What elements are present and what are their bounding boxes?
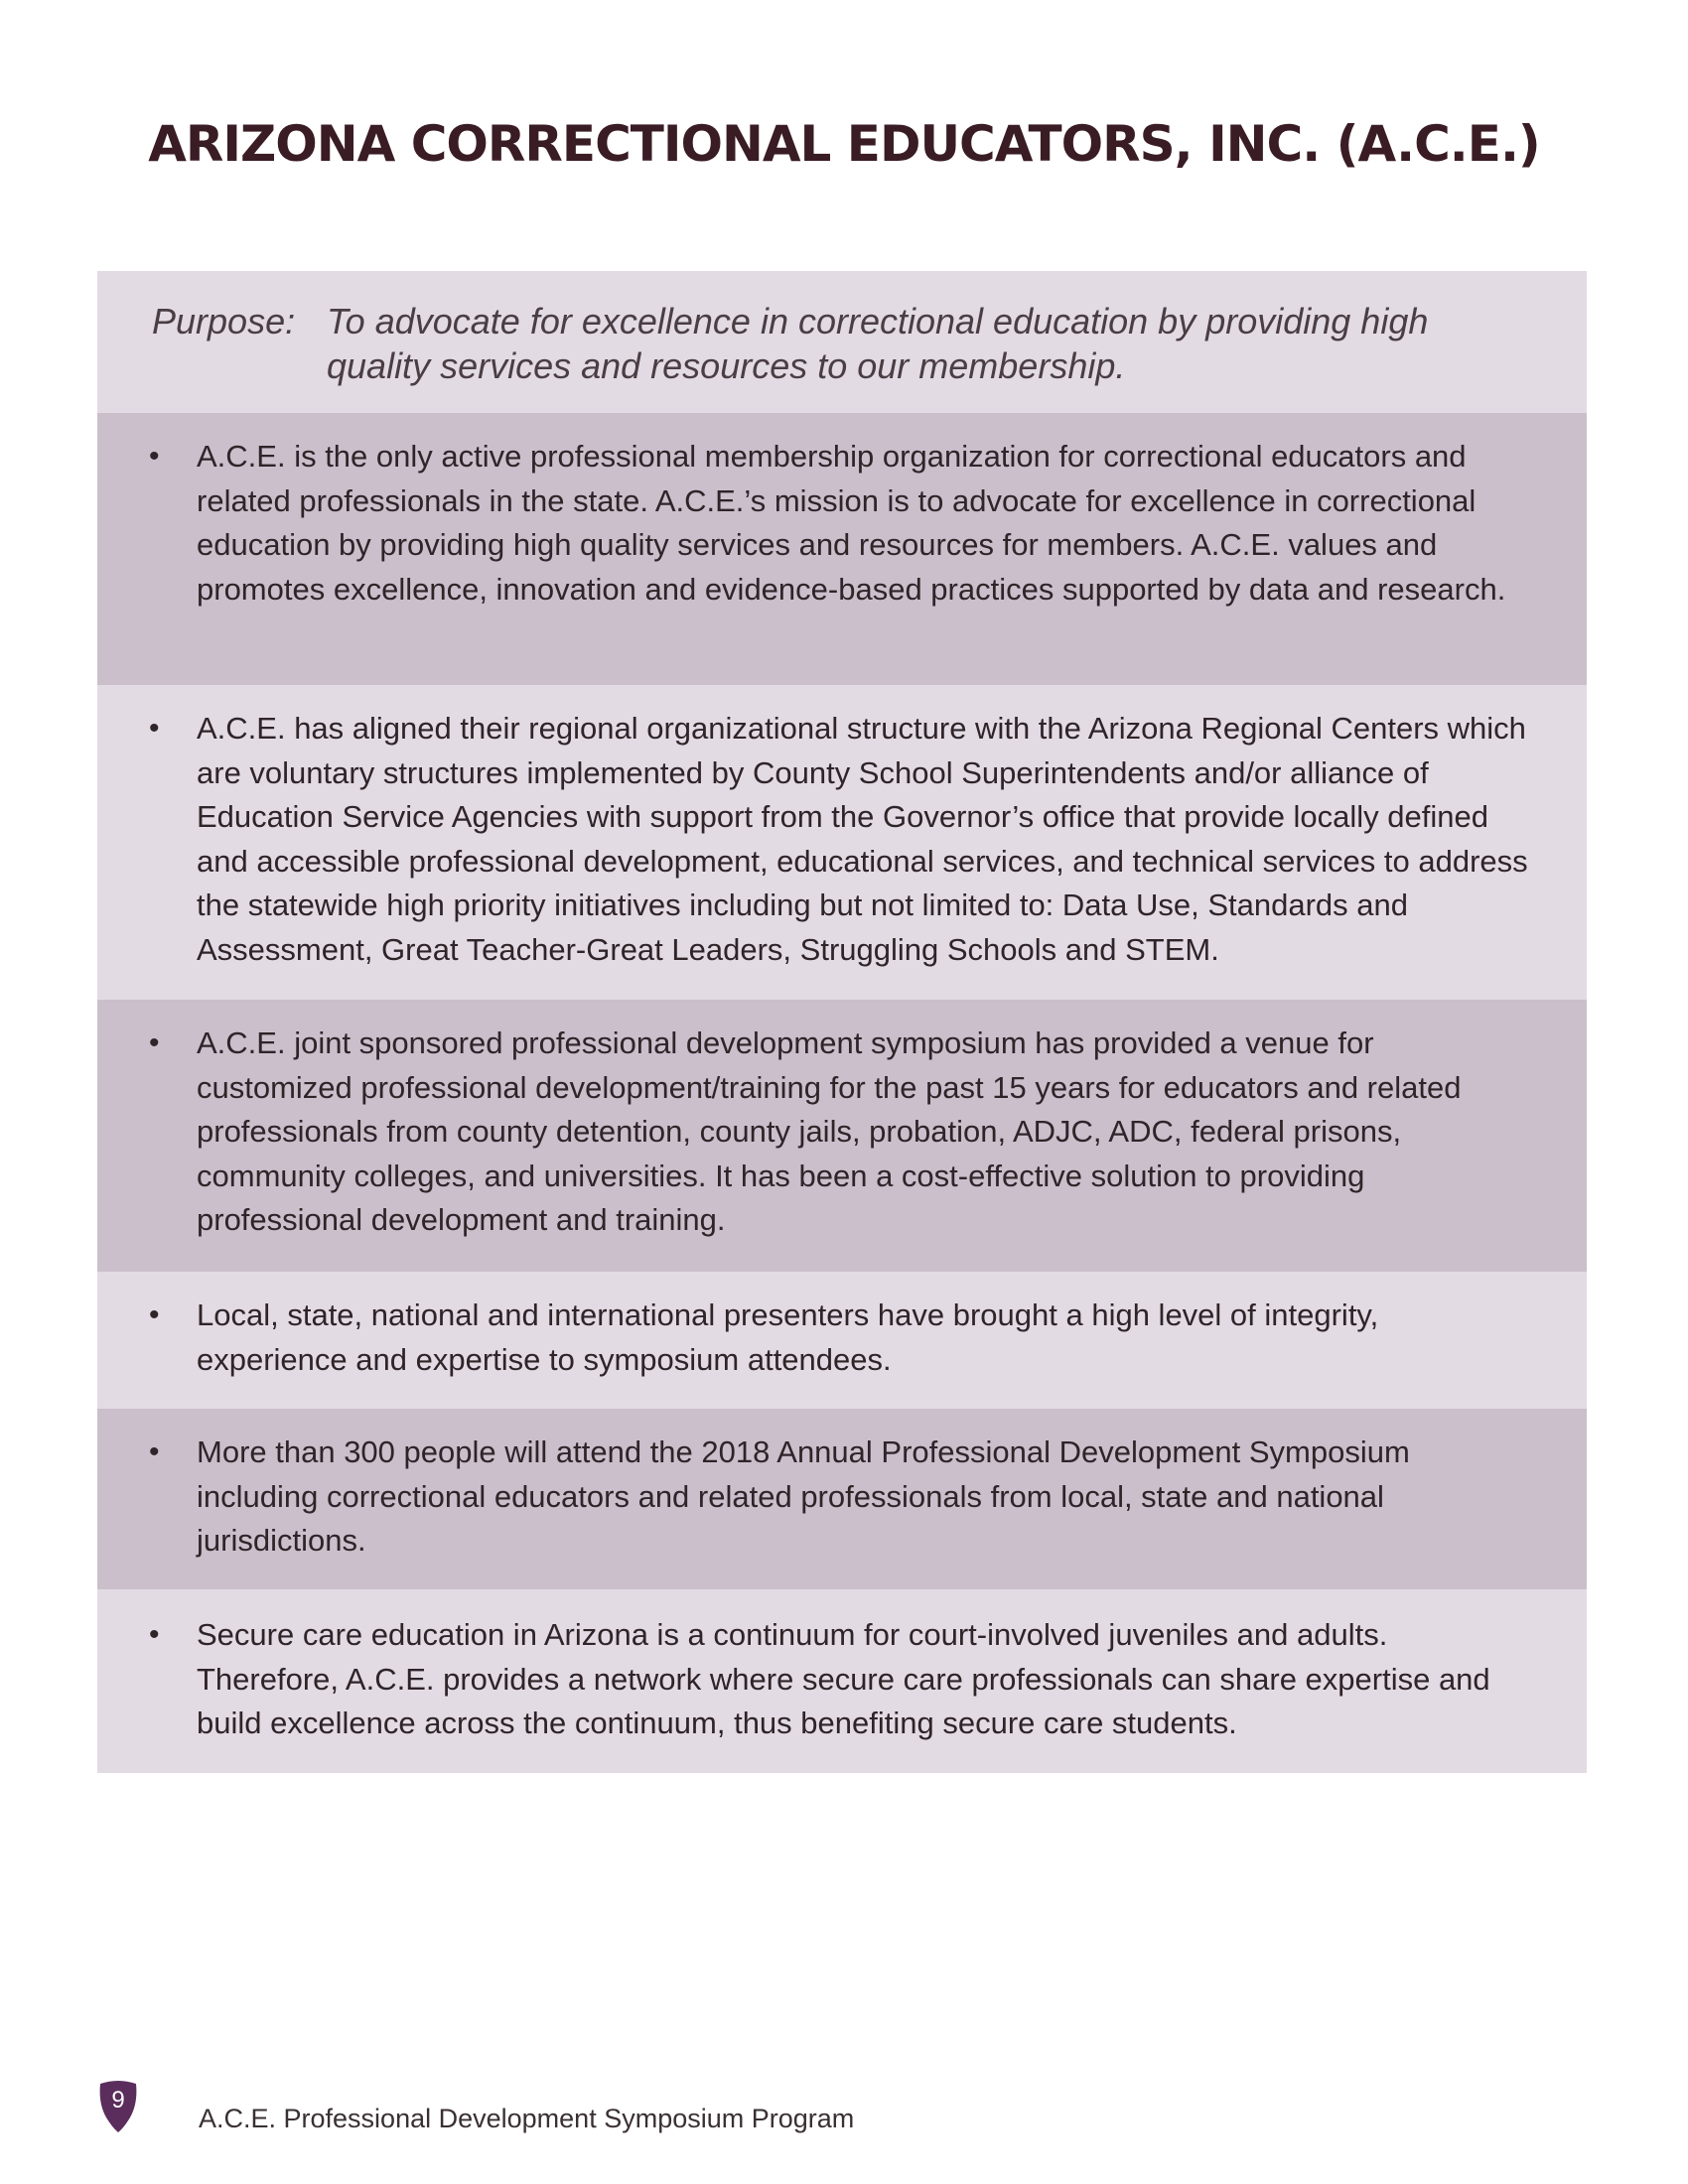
bullet-icon: • (149, 1618, 160, 1651)
bullet-row-mission (97, 413, 1587, 685)
bullet-icon: • (149, 1435, 160, 1468)
footer-text: A.C.E. Professional Development Symposium Program (199, 2104, 855, 2133)
bullet-row-symposium (97, 1000, 1587, 1272)
bullet-text: More than 300 people will attend the 2018 Annual Professional Development Symposium including correctional educators and related professionals from local, state and national jurisdictions. (197, 1434, 1410, 1558)
page-number-badge (97, 2080, 139, 2133)
bullet-text: A.C.E. is the only active professional membership organization for correctional educators and related professionals in the state. A.C.E.’s mission is to advocate for excellence in correctional education by providing high quality services and resources for members. A.C.E. values and promotes excellence, innovation and evidence-based practices supported by data and research. (197, 439, 1506, 607)
bullet-icon: • (149, 712, 160, 745)
bullet-text: A.C.E. has aligned their regional organizational structure with the Arizona Regional Centers which are voluntary structures implemented by County School Superintendents and/or alliance of Education Service Agencies with support from the Governor’s office that provide locally defined and accessible professional development, educational services, and technical services to address the statewide high priority initiatives including but not limited to: Data Use, Standards and Assessment, Great Teacher-Great Leaders, Struggling Schools and STEM. (197, 711, 1528, 967)
purpose-row (97, 271, 1587, 413)
bullet-row-presenters (97, 1272, 1587, 1409)
bullet-row-attendance (97, 1409, 1587, 1589)
page-number: 9 (111, 2087, 125, 2114)
bullet-text: Local, state, national and international presenters have brought a high level of integrity, experience and expertise to symposium attendees. (197, 1297, 1379, 1377)
purpose-label: Purpose: (152, 301, 296, 341)
bullet-text: A.C.E. joint sponsored professional development symposium has provided a venue for customized professional development/training for the past 15 years for educators and related professionals from county detention, county jails, probation, ADJC, ADC, federal prisons, community colleges, and universities. It has been a cost-effective solution to providing professional development and training. (197, 1025, 1462, 1237)
purpose-text: To advocate for excellence in correctional education by providing high quality services and resources to our membership. (327, 301, 1429, 386)
bullet-icon: • (149, 1298, 160, 1331)
bullet-text: Secure care education in Arizona is a continuum for court-involved juveniles and adults. Therefore, A.C.E. provides a network where secure care professionals can share expertise and build excellence across the continuum, thus benefiting secure care students. (197, 1617, 1490, 1740)
bullet-row-regional-centers (97, 685, 1587, 1000)
page-footer (97, 2080, 855, 2133)
bullet-icon: • (149, 440, 160, 473)
bullet-row-secure-care (97, 1589, 1587, 1773)
bullet-icon: • (149, 1026, 160, 1059)
info-table (97, 271, 1587, 1773)
page-title: ARIZONA CORRECTIONAL EDUCATORS, INC. (A.C.E.) (148, 115, 1540, 173)
